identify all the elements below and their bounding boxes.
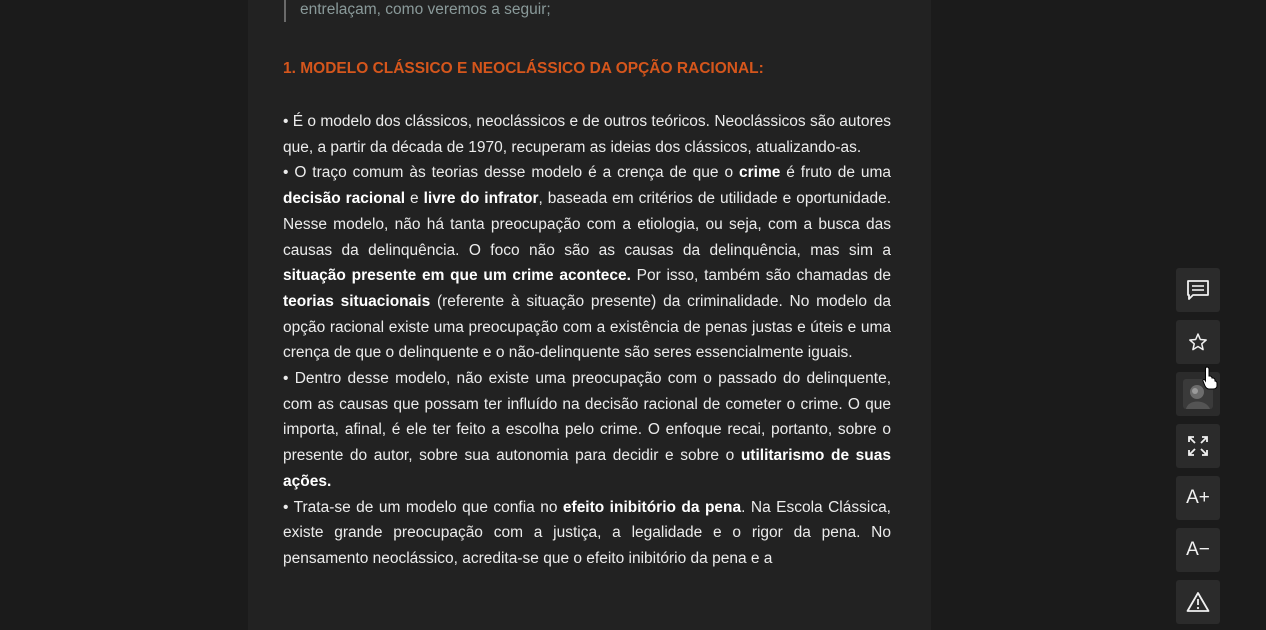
star-icon [1188, 332, 1208, 352]
bold-text: efeito inibitório da pena [562, 498, 742, 516]
bold-text: crime [738, 164, 781, 182]
edge-glyph [0, 600, 10, 614]
favorite-button[interactable] [1176, 320, 1220, 364]
section-title: 1. MODELO CLÁSSICO E NEOCLÁSSICO DA OPÇÃO RACIONAL: [283, 60, 764, 77]
comment-icon [1186, 279, 1210, 301]
reader-page [248, 0, 931, 630]
article-body [283, 109, 891, 572]
fullscreen-button[interactable] [1176, 424, 1220, 468]
paragraph-2: • O traço comum às teorias desse modelo é a crença de que o crime é fruto de uma decisão racional e livre do infrator, baseada em critérios de utilidade e oportunidade. Nesse modelo, não há tanta preocupação com a etiologia, ou seja, com a busca das causas da delinquência. O foco não são as causas da delinquência, mas sim a situação presente em que um crime acontece. Por isso, também são chamadas de teorias situacionais (referente à situação presente) da criminalidade. No modelo da opção racional existe uma preocupação com a existência de penas justas e úteis e uma crença de que o delinquente e o não-delinquente são seres essencialmente iguais. [283, 164, 892, 362]
bold-text: utilitarismo de suas ações. [283, 447, 891, 490]
font-increase-button[interactable] [1176, 476, 1220, 520]
bold-text: teorias situacionais [283, 292, 431, 310]
paragraph-4: • Trata-se de um modelo que confia no efeito inibitório da pena. Na Escola Clássica, existe grande preocupação com a justiça, a legalidade e o rigor da pena. No pensamento neoclássico, acredita-se que o efeito inibitório da pena e a [283, 498, 891, 567]
fullscreen-icon [1187, 435, 1209, 457]
report-button[interactable] [1176, 580, 1220, 624]
quote-text: entrelaçam, como veremos a seguir; [300, 1, 551, 18]
paragraph-1: • É o modelo dos clássicos, neoclássicos e de outros teóricos. Neoclássicos são autores que, a partir da década de 1970, recuperam as ideias dos clássicos, atualizando-as. [283, 113, 891, 156]
bold-text: decisão racional [283, 190, 406, 208]
font-decrease-label: A− [1186, 539, 1210, 560]
paragraph-3: • Dentro desse modelo, não existe uma preocupação com o passado do delinquente, com as causas que possam ter influído na decisão racional de cometer o crime. O que importa, afinal, é ele ter feito a escolha pelo crime. O enfoque recai, portanto, sobre o presente do autor, sobre sua autonomia para decidir e sobre o utilitarismo de suas ações. [283, 370, 891, 490]
bold-text: situação presente em que um crime acontece. [283, 267, 631, 285]
blockquote-tail [284, 0, 551, 22]
warning-icon [1186, 591, 1210, 613]
bold-text: livre do infrator [423, 190, 539, 208]
comment-button[interactable] [1176, 268, 1220, 312]
font-decrease-button[interactable] [1176, 528, 1220, 572]
font-increase-label: A+ [1186, 487, 1210, 508]
hand-cursor-icon [1202, 366, 1218, 395]
